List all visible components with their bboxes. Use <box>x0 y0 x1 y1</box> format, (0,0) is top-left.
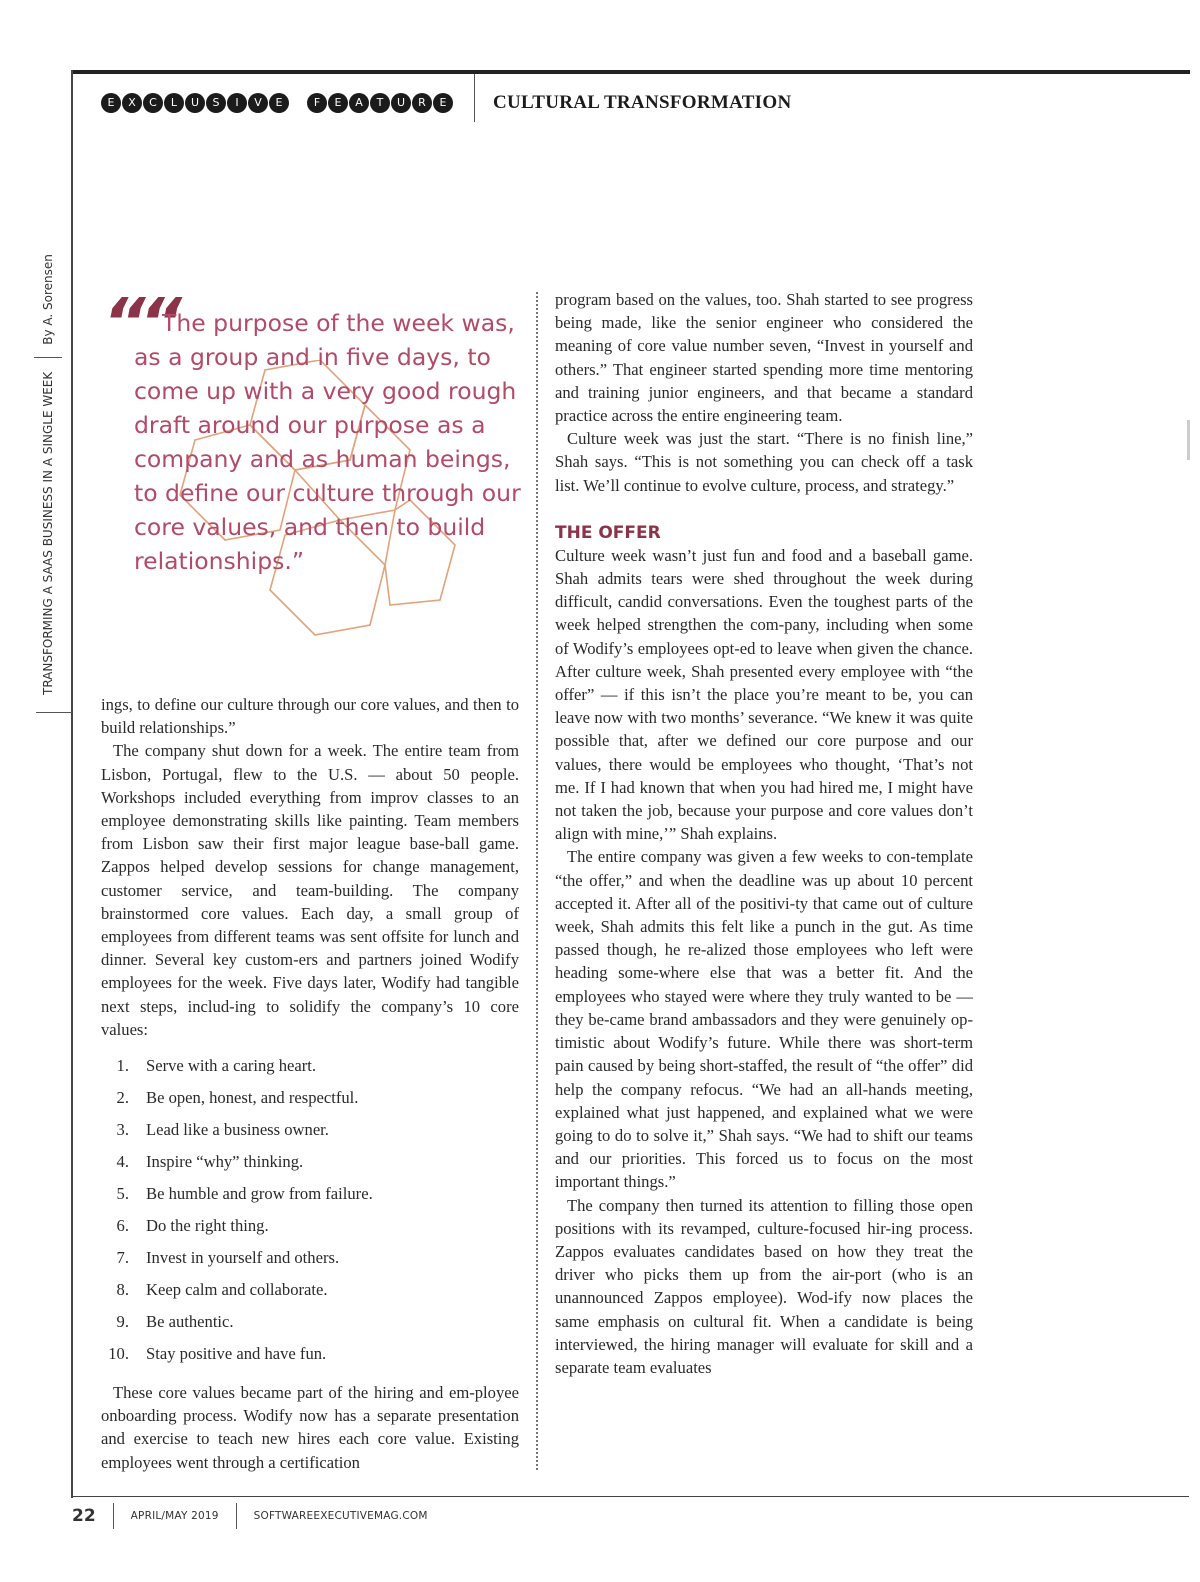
badge-letter: E <box>269 93 289 113</box>
paragraph: The company then turned its attention to filling those open positions with its revamped, culture-focused hir-ing process. Zappos evaluates candidates based on how they treat the driver who picks them up from the air-port (who is an unannounced Zappos employee). Wod-ify now places the same emphasis on cultural fit. When a candidate is being interviewed, the hiring manager will evaluate for skill and a separate team evaluates <box>555 1195 973 1377</box>
core-values-list <box>101 1050 519 1370</box>
list-item: 1. Serve with a caring heart. <box>116 1056 317 1076</box>
page-number: 22 <box>72 1506 96 1526</box>
column-divider <box>536 292 538 1470</box>
list-item: 4. Inspire “why” thinking. <box>116 1152 304 1172</box>
badge-letter: V <box>248 93 268 113</box>
badge-word-feature <box>307 93 453 113</box>
list-item: 3. Lead like a business owner. <box>116 1120 329 1140</box>
badge-letter: L <box>164 93 184 113</box>
badge-letter: E <box>328 93 348 113</box>
pull-quote-text: as a group and in five days, to come up with a very good rough draft around our purpose as a company and as human beings, to define our culture through our core values, and then to build relationships.” <box>134 343 521 575</box>
bottom-rule <box>71 1496 1189 1497</box>
right-column <box>555 288 973 1379</box>
list-item: 8. Keep calm and collaborate. <box>116 1280 328 1300</box>
badge-letter: A <box>349 93 369 113</box>
badge-word-exclusive <box>101 93 289 113</box>
badge-letter: I <box>227 93 247 113</box>
badge-letter: U <box>185 93 205 113</box>
pull-quote <box>134 306 534 578</box>
sidebar-rule <box>36 712 72 713</box>
byline: By A. Sorensen <box>41 254 55 345</box>
sidebar-credit <box>18 5 78 705</box>
list-item: 9. Be authentic. <box>116 1312 234 1332</box>
page-footer <box>72 1503 428 1529</box>
page-edge-mark <box>1187 420 1190 460</box>
badge-letter: F <box>307 93 327 113</box>
paragraph: Culture week was just the start. “There is no finish line,” Shah says. “This is not something you can check off a task list. We’ll continue to evolve culture, process, and strategy.” <box>555 429 973 495</box>
sidebar-divider <box>34 357 62 358</box>
badge-letter: R <box>412 93 432 113</box>
list-item: 10. Stay positive and have fun. <box>108 1344 327 1364</box>
footer-divider <box>236 1503 237 1529</box>
badge-letter: C <box>143 93 163 113</box>
list-item: 6. Do the right thing. <box>116 1216 269 1236</box>
paragraph: These core values became part of the hiring and em-ployee onboarding process. Wodify now has a separate presentation and exercise to teach new hires each core value. Existing employees went through a certification <box>101 1383 519 1472</box>
section-title: CULTURAL TRANSFORMATION <box>493 92 792 113</box>
quote-mark-icon: ““ <box>103 284 177 361</box>
issue-date: APRIL/MAY 2019 <box>130 1510 219 1522</box>
badge-letter: E <box>433 93 453 113</box>
paragraph: Culture week wasn’t just fun and food and a baseball game. Shah admits tears were shed throughout the week during difficult, candid conversations. Even the toughest parts of the week helped strengthen the com-pany, including when some of Wodify’s employees opt-ed to leave when given the chance. After culture week, Shah presented every employee with “the offer” — if this isn’t the place you’re meant to be, you can leave now with two months’ severance. “We knew it was quite possible that, after we defined our core purpose and our values, there would be employees who thought, ‘That’s not me. If I had known that when you had hired me, I might have not taken the job, because your purpose and core values don’t align with mine,’” Shah explains. <box>555 545 973 844</box>
exclusive-feature-badge <box>101 93 453 113</box>
left-column <box>101 693 519 1474</box>
website: SOFTWAREEXECUTIVEMAG.COM <box>253 1510 428 1522</box>
badge-letter: X <box>122 93 142 113</box>
badge-letter: U <box>391 93 411 113</box>
paragraph: The company shut down for a week. The entire team from Lisbon, Portugal, flew to the U.S. — about 50 people. Workshops included everything from improv classes to an employee demonstrating skills like painting. Team members from Lisbon saw their first major league base-ball game. Zappos helped develop sessions for change management, customer service, and team-building. The company brainstormed core values. Each day, a small group of employees from different teams was sent offsite for lunch and dinner. Several key custom-ers and partners joined Wodify employees for the week. Five days later, Wodify had tangible next steps, includ-ing to solidify the company’s 10 core values: <box>101 741 519 1039</box>
badge-letter: S <box>206 93 226 113</box>
header-divider <box>474 74 475 122</box>
paragraph: program based on the values, too. Shah started to see progress being made, like the senior engineer who considered the meaning of core value number seven, “Invest in yourself and others.” That engineer started spending more time mentoring and training junior engineers, and that became a standard practice across the entire engineering team. <box>555 290 973 426</box>
paragraph: ings, to define our culture through our core values, and then to build relationships.” <box>101 695 519 738</box>
badge-letter: T <box>370 93 390 113</box>
pull-quote-first-line: The purpose of the week was, <box>162 309 515 337</box>
footer-divider <box>113 1503 114 1529</box>
badge-letter: E <box>101 93 121 113</box>
paragraph: The entire company was given a few weeks to con-template “the offer,” and when the deadline was up about 10 percent accepted it. After all of the positivi-ty that came out of culture week, Shah admits this felt like a punch in the gut. As time passed though, he re-alized those employees who left were heading some-where else that was a better fit. And the employees who stayed were where they truly wanted to be — they be-came brand ambassadors and they were genuinely op-timistic about Wodify’s future. While there was short-term pain caused by being short-staffed, the result of “the offer” did help the company refocus. “We had an all-hands meeting, explained what just happened, and explained what we were going to do to solve it,” Shah says. “We had to shift our teams and our priorities. This forced us to focus on the most important things.” <box>555 847 973 1192</box>
list-item: 5. Be humble and grow from failure. <box>116 1184 373 1204</box>
list-item: 7. Invest in yourself and others. <box>116 1248 340 1268</box>
sidebar-article-title: TRANSFORMING A SAAS BUSINESS IN A SINGLE WEEK <box>41 371 55 695</box>
top-rule <box>72 70 1190 74</box>
list-item: 2. Be open, honest, and respectful. <box>116 1088 359 1108</box>
section-heading: THE OFFER <box>555 522 661 543</box>
